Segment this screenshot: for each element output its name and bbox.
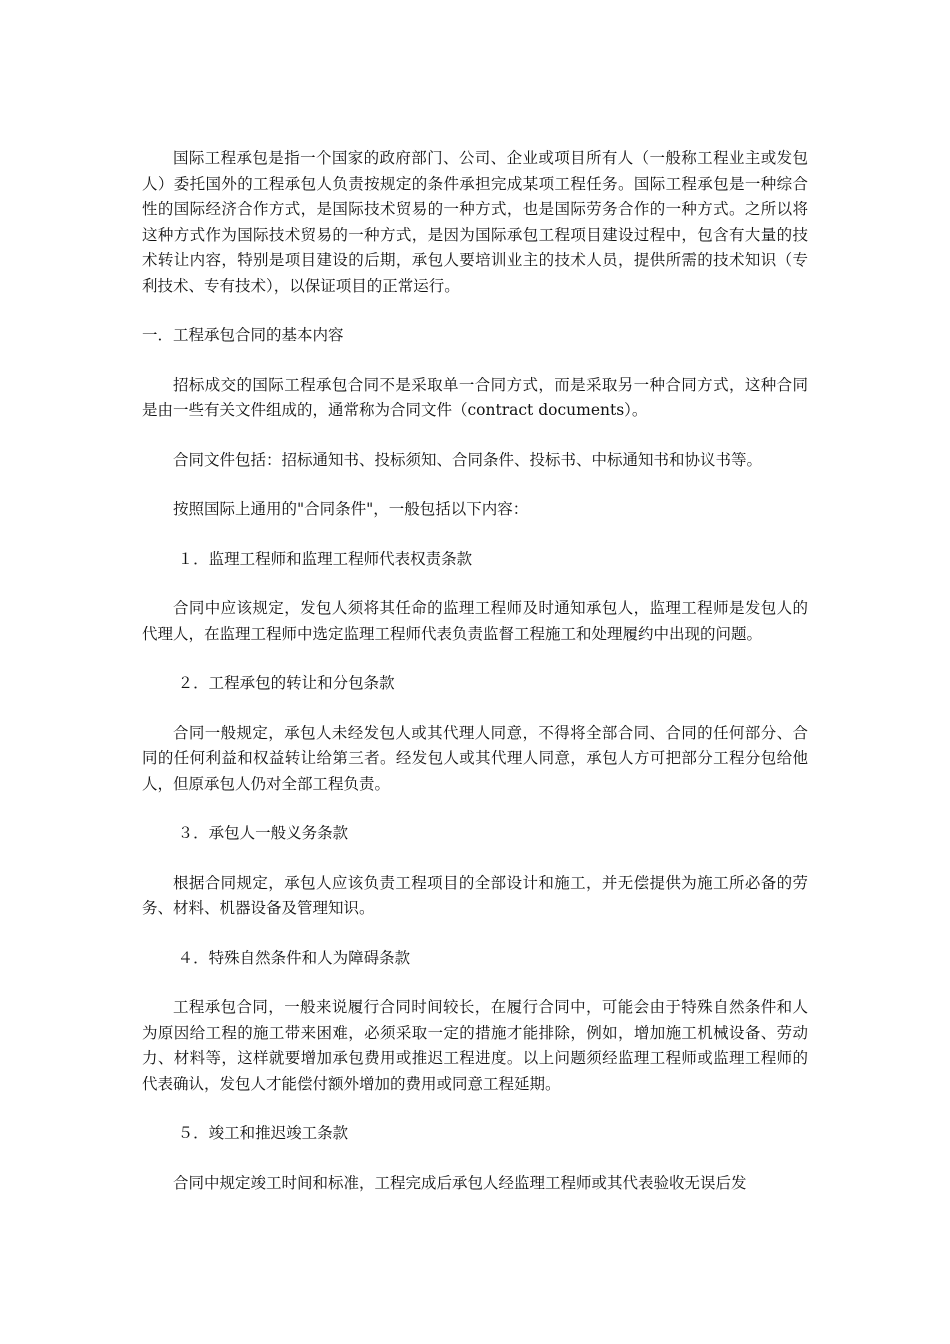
clause-3-title: ３．承包人一般义务条款 [177, 824, 349, 842]
clause-2-body: 合同一般规定，承包人未经发包人或其代理人同意，不得将全部合同、合同的任何部分、合同的任何利益和权益转让给第三者。经发包人或其代理人同意，承包人方可把部分工程分包给他人，但原承包人仍对全部工程负责。 [142, 723, 808, 793]
contract-form-paragraph: 招标成交的国际工程承包合同不是采取单一合同方式，而是采取另一种合同方式，这种合同是由一些有关文件组成的，通常称为合同文件（contract documents）。 [142, 375, 808, 419]
clause-1-body: 合同中应该规定，发包人须将其任命的监理工程师及时通知承包人，监理工程师是发包人的代理人，在监理工程师中选定监理工程师代表负责监督工程施工和处理履约中出现的问题。 [142, 599, 808, 643]
clause-2-title: ２．工程承包的转让和分包条款 [177, 674, 395, 692]
clause-3-body: 根据合同规定，承包人应该负责工程项目的全部设计和施工，并无偿提供为施工所必备的劳务、材料、机器设备及管理知识。 [142, 873, 808, 917]
clause-5-title: ５．竣工和推迟竣工条款 [177, 1124, 349, 1142]
contract-conditions-intro: 按照国际上通用的"合同条件"，一般包括以下内容： [173, 500, 529, 518]
clause-4-title: ４．特殊自然条件和人为障碍条款 [177, 948, 411, 967]
contract-documents-paragraph: 合同文件包括：招标通知书、投标须知、合同条件、投标书、中标通知书和协议书等。 [173, 450, 763, 469]
section-heading: 一．工程承包合同的基本内容 [142, 326, 344, 344]
clause-5-body: 合同中规定竣工时间和标准，工程完成后承包人经监理工程师或其代表验收无误后发 [173, 1173, 747, 1192]
clause-4-body: 工程承包合同，一般来说履行合同时间较长，在履行合同中，可能会由于特殊自然条件和人为原因给工程的施工带来困难，必须采取一定的措施才能排除，例如，增加施工机械设备、劳动力、材料等，这样就要增加承包费用或推迟工程进度。以上问题须经监理工程师或监理工程师的代表确认，发包人才能偿付额外增加的费用或同意工程延期。 [142, 998, 808, 1093]
document-page [142, 146, 808, 1196]
intro-paragraph: 国际工程承包是指一个国家的政府部门、公司、企业或项目所有人（一般称工程业主或发包人）委托国外的工程承包人负责按规定的条件承担完成某项工程任务。国际工程承包是一种综合性的国际经济合作方式，是国际技术贸易的一种方式，也是国际劳务合作的一种方式。之所以将这种方式作为国际技术贸易的一种方式，是因为国际承包工程项目建设过程中，包含有大量的技术转让内容，特别是项目建设的后期，承包人要培训业主的技术人员，提供所需的技术知识（专利技术、专有技术），以保证项目的正常运行。 [142, 149, 808, 295]
clause-1-title: １．监理工程师和监理工程师代表权责条款 [177, 549, 473, 568]
